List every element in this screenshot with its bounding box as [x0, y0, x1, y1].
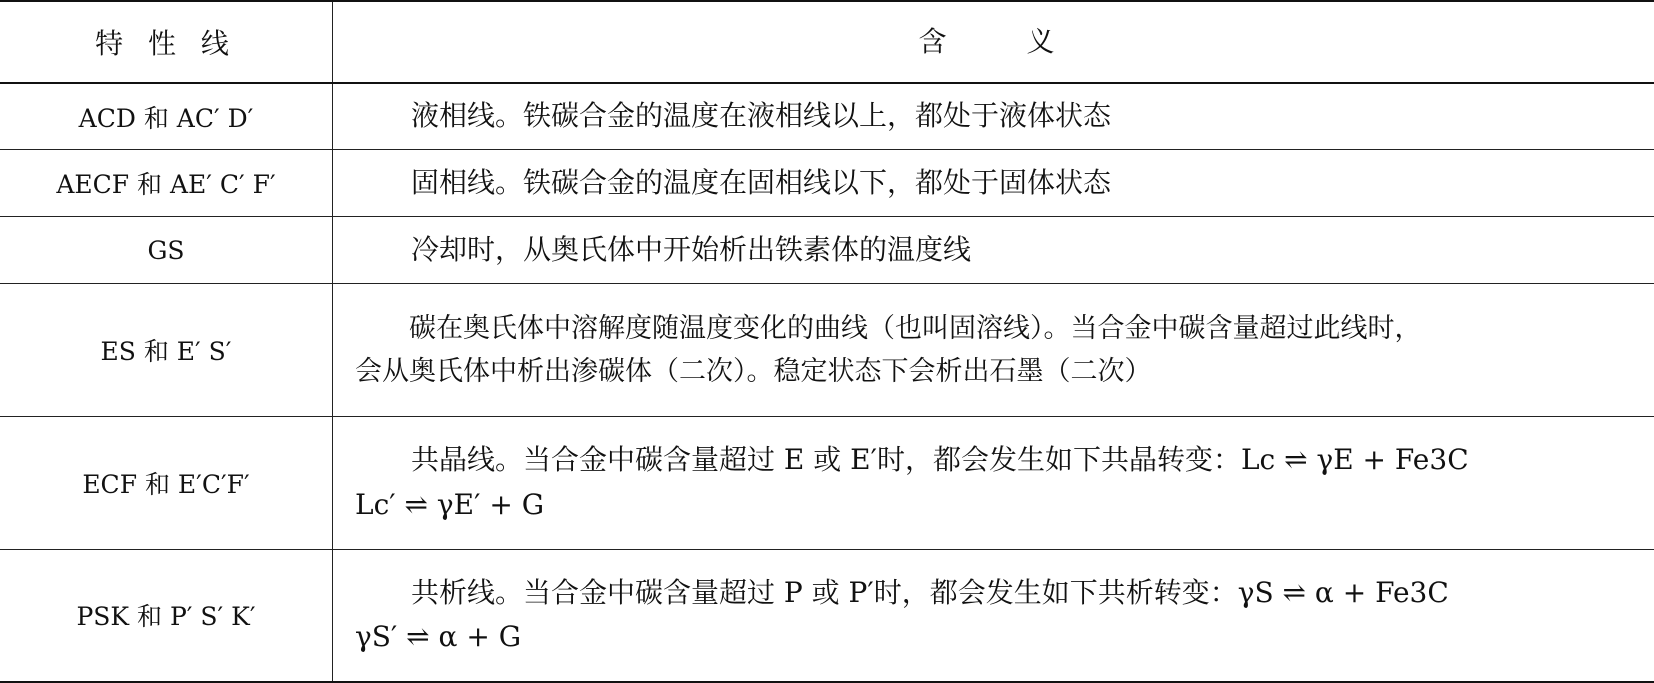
- table-row: [0, 549, 1654, 682]
- meaning-text-continued: 会从奥氏体中析出渗碳体（二次）。稳定状态下会析出石墨（二次）: [355, 356, 1152, 388]
- eutectic-equation: Lc′ ⇌ γE′ + G: [355, 487, 545, 521]
- table-row: [0, 416, 1654, 549]
- line-meaning: [333, 217, 1654, 284]
- meaning-text: 共晶线。当合金中碳含量超过 E 或 E′时，都会发生如下共晶转变：Lc ⇌ γE + Fe3C: [411, 443, 1469, 477]
- table-row: [0, 83, 1654, 150]
- line-name: ES 和 E′ S′: [0, 284, 333, 417]
- meaning-text: 共析线。当合金中碳含量超过 P 或 P′时，都会发生如下共析转变：γS ⇌ α + Fe3C: [411, 575, 1449, 609]
- table-row: [0, 217, 1654, 284]
- meaning-text: 冷却时，从奥氏体中开始析出铁素体的温度线: [411, 232, 972, 266]
- eutectoid-equation: γS′ ⇌ α + G: [355, 620, 522, 654]
- meaning-text: 碳在奥氏体中溶解度随温度变化的曲线（也叫固溶线）。当合金中碳含量超过此线时，: [409, 312, 1422, 344]
- line-name: ACD 和 AC′ D′: [0, 83, 333, 150]
- table-row: [0, 150, 1654, 217]
- line-meaning: [333, 284, 1654, 417]
- line-meaning: [333, 83, 1654, 150]
- line-meaning: [333, 416, 1654, 549]
- table-row: [0, 284, 1654, 417]
- meaning-text: 固相线。铁碳合金的温度在固相线以下，都处于固体状态: [411, 165, 1112, 199]
- line-meaning: [333, 549, 1654, 682]
- header-characteristic-line: 特 性 线: [0, 1, 333, 83]
- meaning-text: 液相线。铁碳合金的温度在液相线以上，都处于液体状态: [411, 99, 1112, 133]
- header-row: [0, 1, 1654, 83]
- header-meaning: 含 义: [333, 1, 1654, 83]
- line-name: GS: [0, 217, 333, 284]
- line-name: ECF 和 E′C′F′: [0, 416, 333, 549]
- line-meaning: [333, 150, 1654, 217]
- line-name: PSK 和 P′ S′ K′: [0, 549, 333, 682]
- line-name: AECF 和 AE′ C′ F′: [0, 150, 333, 217]
